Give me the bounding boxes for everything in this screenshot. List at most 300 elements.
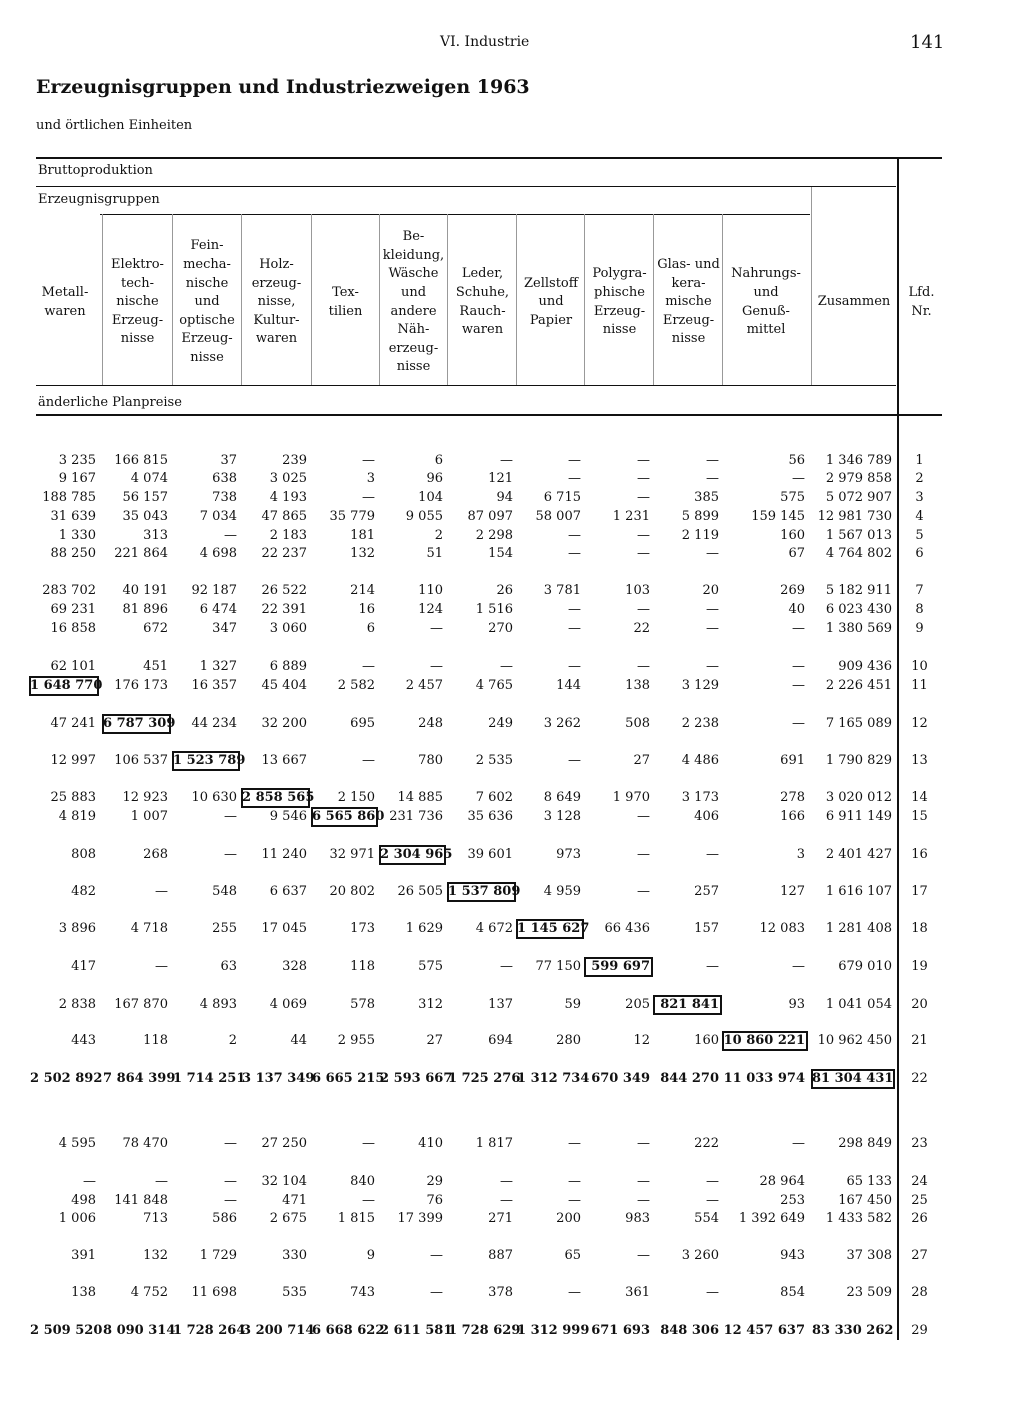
table-cell: — — [568, 1174, 581, 1189]
table-cell: — — [568, 1285, 581, 1300]
label-price-note: änderliche Planpreise — [38, 395, 182, 410]
column-divider — [379, 214, 380, 385]
table-cell: — — [568, 471, 581, 486]
table-cell: 1 970 — [612, 790, 650, 805]
table-cell: 66 436 — [604, 921, 650, 936]
table-cell: — — [362, 659, 375, 674]
table-row — [0, 677, 1024, 695]
table-cell: — — [792, 716, 805, 731]
table-cell: 1 007 — [130, 809, 168, 824]
table-cell: — — [706, 546, 719, 561]
table-cell: 361 — [625, 1285, 650, 1300]
table-cell: 312 — [418, 997, 443, 1012]
table-cell: 451 — [143, 659, 168, 674]
column-header — [812, 220, 896, 385]
table-cell: 1 312 999 — [517, 1323, 590, 1338]
table-cell: 35 779 — [329, 509, 375, 524]
table-cell: 391 — [71, 1248, 96, 1263]
table-cell: 482 — [71, 884, 96, 899]
table-cell: 22 — [633, 621, 650, 636]
row-number: 28 — [911, 1285, 928, 1300]
table-row — [0, 752, 1024, 770]
table-cell: 16 858 — [50, 621, 96, 636]
column-header-label: Lfd. Nr. — [908, 284, 935, 319]
table-cell: 283 702 — [42, 583, 96, 598]
table-cell: 1 145 627 — [517, 921, 590, 936]
column-divider — [241, 214, 242, 385]
table-cell: 40 — [788, 602, 805, 617]
table-cell: 4 193 — [269, 490, 307, 505]
table-cell: 1 231 — [612, 509, 650, 524]
running-title: VI. Industrie — [440, 34, 530, 50]
column-header-label: Leder, Schuhe, Rauch- waren — [455, 266, 510, 338]
table-cell: 1 327 — [199, 659, 237, 674]
table-cell: 87 097 — [467, 509, 513, 524]
table-cell: 23 509 — [846, 1285, 892, 1300]
table-cell: 47 865 — [261, 509, 307, 524]
table-cell: 417 — [71, 959, 96, 974]
table-cell: 2 150 — [337, 790, 375, 805]
table-cell: 76 — [426, 1193, 443, 1208]
column-header-label: Be- kleidung, Wäsche und andere Näh- erzeug- nisse — [382, 229, 445, 375]
table-cell: 17 399 — [397, 1211, 443, 1226]
table-cell: — — [792, 471, 805, 486]
rule-under-bruttoproduktion — [36, 186, 896, 187]
top-rule — [36, 157, 942, 159]
table-cell: 575 — [418, 959, 443, 974]
table-cell: 121 — [488, 471, 513, 486]
table-cell: 221 864 — [114, 546, 168, 561]
table-cell: 67 — [788, 546, 805, 561]
table-cell: 3 896 — [58, 921, 96, 936]
table-cell: 7 602 — [475, 790, 513, 805]
table-cell: 4 764 802 — [825, 546, 892, 561]
table-cell: 4 718 — [130, 921, 168, 936]
table-cell: — — [362, 1136, 375, 1151]
table-cell: 2 304 965 — [380, 847, 453, 862]
table-cell: 854 — [780, 1285, 805, 1300]
table-cell: 127 — [780, 884, 805, 899]
table-cell: 118 — [143, 1033, 168, 1048]
table-cell: 6 787 309 — [103, 716, 176, 731]
table-row — [0, 1135, 1024, 1153]
table-cell: 124 — [418, 602, 443, 617]
table-cell: 638 — [212, 471, 237, 486]
table-cell: — — [637, 1248, 650, 1263]
table-cell: 2 858 565 — [242, 790, 315, 805]
row-number: 22 — [911, 1071, 928, 1086]
table-cell: 10 630 — [191, 790, 237, 805]
table-row — [0, 920, 1024, 938]
table-cell: 7 165 089 — [825, 716, 892, 731]
column-header — [585, 220, 654, 385]
table-cell: 4 486 — [681, 753, 719, 768]
table-cell: — — [224, 809, 237, 824]
table-cell: 56 — [788, 453, 805, 468]
table-cell: 3 260 — [681, 1248, 719, 1263]
table-cell: 6 665 215 — [312, 1071, 385, 1086]
table-title: Erzeugnisgruppen und Industriezweigen 1963 — [36, 76, 530, 98]
table-row — [0, 545, 1024, 563]
table-cell: 27 250 — [261, 1136, 307, 1151]
table-cell: 56 157 — [122, 490, 168, 505]
table-row — [0, 883, 1024, 901]
table-cell: 10 860 221 — [723, 1033, 805, 1048]
table-cell: 1 725 276 — [448, 1071, 521, 1086]
table-cell: 4 765 — [475, 678, 513, 693]
table-cell: — — [637, 1136, 650, 1151]
table-cell: 1 380 569 — [825, 621, 892, 636]
table-cell: 3 173 — [681, 790, 719, 805]
row-number: 21 — [911, 1033, 928, 1048]
table-cell: 8 090 314 — [103, 1323, 176, 1338]
table-cell: 2 298 — [475, 528, 513, 543]
table-cell: 808 — [71, 847, 96, 862]
table-cell: — — [568, 453, 581, 468]
table-cell: 471 — [282, 1193, 307, 1208]
table-cell: — — [500, 959, 513, 974]
table-cell: 59 — [564, 997, 581, 1012]
column-divider — [172, 214, 173, 385]
table-cell: 694 — [488, 1033, 513, 1048]
table-cell: 1 516 — [475, 602, 513, 617]
table-cell: 3 781 — [543, 583, 581, 598]
table-cell: 821 841 — [654, 996, 721, 1014]
table-cell: 138 — [625, 678, 650, 693]
table-cell: 6 889 — [269, 659, 307, 674]
table-row — [0, 789, 1024, 807]
table-cell: — — [568, 1136, 581, 1151]
table-cell: — — [637, 884, 650, 899]
row-number: 1 — [915, 453, 924, 468]
table-cell: 2 593 667 — [380, 1071, 453, 1086]
table-cell: 132 — [350, 546, 375, 561]
row-number: 6 — [915, 546, 924, 561]
table-cell: — — [224, 847, 237, 862]
table-cell: — — [792, 659, 805, 674]
table-cell: 328 — [282, 959, 307, 974]
column-divider — [722, 214, 723, 385]
table-cell: 6 565 860 — [312, 809, 385, 824]
table-cell: — — [224, 1193, 237, 1208]
table-cell: 81 896 — [122, 602, 168, 617]
table-cell: — — [500, 1174, 513, 1189]
table-cell: 1 281 408 — [825, 921, 892, 936]
table-cell: 20 — [702, 583, 719, 598]
table-cell: — — [500, 453, 513, 468]
table-cell: — — [362, 490, 375, 505]
table-cell: 887 — [488, 1248, 513, 1263]
table-cell: 9 546 — [269, 809, 307, 824]
table-cell: — — [637, 453, 650, 468]
table-cell: 909 436 — [838, 659, 892, 674]
table-cell: 137 — [488, 997, 513, 1012]
page-number: 141 — [910, 32, 945, 53]
table-cell: — — [568, 1193, 581, 1208]
table-cell: — — [568, 659, 581, 674]
table-cell: — — [637, 1193, 650, 1208]
table-row — [0, 1032, 1024, 1050]
table-cell: 167 870 — [114, 997, 168, 1012]
table-cell: 92 187 — [191, 583, 237, 598]
table-cell: 25 883 — [50, 790, 96, 805]
table-cell: 2 535 — [475, 753, 513, 768]
table-cell: 11 033 974 — [723, 1071, 805, 1086]
table-row — [0, 1247, 1024, 1265]
table-cell: — — [83, 1174, 96, 1189]
table-cell: 39 601 — [467, 847, 513, 862]
table-cell: 278 — [780, 790, 805, 805]
table-cell: 844 270 — [660, 1071, 719, 1086]
table-cell: 5 182 911 — [825, 583, 892, 598]
table-cell: 4 752 — [130, 1285, 168, 1300]
table-cell: 672 — [143, 621, 168, 636]
table-cell: 508 — [625, 716, 650, 731]
table-cell: 2 979 858 — [825, 471, 892, 486]
table-cell: — — [637, 847, 650, 862]
table-cell: 22 237 — [261, 546, 307, 561]
table-cell: 578 — [350, 997, 375, 1012]
table-cell: — — [637, 528, 650, 543]
table-cell: 231 736 — [389, 809, 443, 824]
table-row — [0, 996, 1024, 1014]
table-cell: — — [706, 1193, 719, 1208]
table-cell: — — [637, 471, 650, 486]
table-cell: 5 072 907 — [825, 490, 892, 505]
column-header-label: Polygra- phische Erzeug- nisse — [592, 266, 647, 338]
table-cell: — — [637, 659, 650, 674]
row-number: 19 — [911, 959, 928, 974]
table-row — [0, 508, 1024, 526]
table-cell: 2 955 — [337, 1033, 375, 1048]
table-cell: 239 — [282, 453, 307, 468]
table-cell: 1 006 — [58, 1211, 96, 1226]
row-number: 3 — [915, 490, 924, 505]
table-cell: 35 636 — [467, 809, 513, 824]
table-cell: 27 — [426, 1033, 443, 1048]
table-cell: 173 — [350, 921, 375, 936]
table-cell: 3 235 — [58, 453, 96, 468]
table-cell: 280 — [556, 1033, 581, 1048]
row-number: 15 — [911, 809, 928, 824]
row-number: 4 — [915, 509, 924, 524]
table-cell: 3 025 — [269, 471, 307, 486]
row-number: 9 — [915, 621, 924, 636]
row-number: 16 — [911, 847, 928, 862]
table-cell: 1 330 — [58, 528, 96, 543]
table-cell: 1 346 789 — [825, 453, 892, 468]
table-cell: 271 — [488, 1211, 513, 1226]
table-cell: 10 962 450 — [817, 1033, 892, 1048]
table-cell: 44 234 — [191, 716, 237, 731]
table-cell: — — [224, 528, 237, 543]
table-cell: 32 200 — [261, 716, 307, 731]
row-number: 10 — [911, 659, 928, 674]
table-cell: 2 838 — [58, 997, 96, 1012]
table-cell: 253 — [780, 1193, 805, 1208]
table-cell: 62 101 — [50, 659, 96, 674]
table-cell: 443 — [71, 1033, 96, 1048]
table-cell: 1 433 582 — [825, 1211, 892, 1226]
column-header — [242, 220, 311, 385]
table-cell: 738 — [212, 490, 237, 505]
table-cell: 257 — [694, 884, 719, 899]
table-cell: 69 231 — [50, 602, 96, 617]
column-header-label: Zellstoff und Papier — [524, 275, 578, 328]
rule-under-erzeugnisgruppen — [100, 214, 810, 215]
table-cell: 63 — [220, 959, 237, 974]
table-cell: 7 864 399 — [103, 1071, 176, 1086]
table-cell: 1 537 809 — [448, 884, 521, 899]
table-cell: 144 — [556, 678, 581, 693]
table-cell: 159 145 — [751, 509, 805, 524]
table-cell: — — [637, 809, 650, 824]
table-cell: 2 238 — [681, 716, 719, 731]
table-cell: 671 693 — [591, 1323, 650, 1338]
table-cell: 248 — [418, 716, 443, 731]
table-cell: 3 200 714 — [242, 1323, 315, 1338]
table-cell: 255 — [212, 921, 237, 936]
column-header — [654, 220, 723, 385]
table-cell: 4 672 — [475, 921, 513, 936]
table-cell: 575 — [780, 490, 805, 505]
table-cell: — — [568, 602, 581, 617]
table-cell: 20 802 — [329, 884, 375, 899]
table-cell: 780 — [418, 753, 443, 768]
table-cell: 12 923 — [122, 790, 168, 805]
label-erzeugnisgruppen: Erzeugnisgruppen — [38, 192, 160, 207]
table-cell: 599 697 — [585, 958, 652, 976]
table-cell: 6 474 — [199, 602, 237, 617]
table-row — [0, 658, 1024, 676]
table-cell: — — [362, 1193, 375, 1208]
table-cell: — — [792, 621, 805, 636]
row-number: 29 — [911, 1323, 928, 1338]
table-cell: 47 241 — [50, 716, 96, 731]
row-number: 2 — [915, 471, 924, 486]
table-cell: 1 714 251 — [173, 1071, 246, 1086]
table-cell: 157 — [694, 921, 719, 936]
table-cell: 554 — [694, 1211, 719, 1226]
column-header — [380, 220, 447, 385]
table-cell: 1 728 629 — [448, 1323, 521, 1338]
table-cell: 3 129 — [681, 678, 719, 693]
table-cell: 58 007 — [535, 509, 581, 524]
column-header — [517, 220, 585, 385]
table-cell: 176 173 — [114, 678, 168, 693]
table-cell: 3 262 — [543, 716, 581, 731]
table-cell: 6 715 — [543, 490, 581, 505]
table-cell: 14 885 — [397, 790, 443, 805]
table-cell: 160 — [780, 528, 805, 543]
table-cell: — — [706, 602, 719, 617]
table-cell: 32 971 — [329, 847, 375, 862]
table-cell: — — [155, 884, 168, 899]
table-cell: 548 — [212, 884, 237, 899]
column-divider — [311, 214, 312, 385]
table-cell: 1 041 054 — [825, 997, 892, 1012]
row-number: 12 — [911, 716, 928, 731]
table-cell: — — [637, 546, 650, 561]
table-cell: 249 — [488, 716, 513, 731]
table-cell: 9 — [366, 1248, 375, 1263]
row-number: 26 — [911, 1211, 928, 1226]
table-cell: 1 817 — [475, 1136, 513, 1151]
table-cell: 4 819 — [58, 809, 96, 824]
table-cell: 7 034 — [199, 509, 237, 524]
table-cell: 3 — [796, 847, 805, 862]
table-cell: 118 — [350, 959, 375, 974]
table-cell: 22 391 — [261, 602, 307, 617]
table-cell: 81 304 431 — [812, 1071, 894, 1086]
table-cell: 214 — [350, 583, 375, 598]
table-row — [0, 1173, 1024, 1191]
rule-under-column-heads — [36, 385, 896, 386]
table-cell: 4 698 — [199, 546, 237, 561]
table-cell: 6 668 622 — [312, 1323, 385, 1338]
table-cell: 3 — [366, 471, 375, 486]
table-cell: — — [155, 1174, 168, 1189]
table-cell: 37 — [220, 453, 237, 468]
table-row — [0, 470, 1024, 488]
table-cell: — — [792, 959, 805, 974]
table-cell: — — [792, 678, 805, 693]
table-cell: 3 128 — [543, 809, 581, 824]
rule-under-price-note — [36, 414, 942, 416]
table-cell: — — [568, 546, 581, 561]
table-cell: 983 — [625, 1211, 650, 1226]
table-cell: 713 — [143, 1211, 168, 1226]
table-cell: 1 728 264 — [173, 1323, 246, 1338]
table-cell: 973 — [556, 847, 581, 862]
table-cell: 205 — [625, 997, 650, 1012]
column-header-label: Elektro- tech- nische Erzeug- nisse — [111, 257, 164, 347]
table-cell: 1 648 770 — [30, 678, 103, 693]
column-header — [103, 220, 172, 385]
table-cell: — — [706, 1285, 719, 1300]
table-cell: — — [568, 753, 581, 768]
table-cell: 1 392 649 — [738, 1211, 805, 1226]
table-row — [0, 527, 1024, 545]
table-cell: 4 595 — [58, 1136, 96, 1151]
table-cell: 141 848 — [114, 1193, 168, 1208]
table-cell: 65 133 — [846, 1174, 892, 1189]
table-cell: — — [500, 1193, 513, 1208]
table-cell: 695 — [350, 716, 375, 731]
table-cell: 12 997 — [50, 753, 96, 768]
table-cell: 3 060 — [269, 621, 307, 636]
table-row — [0, 1070, 1024, 1088]
column-divider — [584, 214, 585, 385]
table-cell: 6 637 — [269, 884, 307, 899]
table-cell: — — [224, 1174, 237, 1189]
table-row — [0, 1192, 1024, 1210]
column-header — [312, 220, 379, 385]
table-cell: 132 — [143, 1248, 168, 1263]
row-number: 27 — [911, 1248, 928, 1263]
table-cell: 45 404 — [261, 678, 307, 693]
table-cell: 166 815 — [114, 453, 168, 468]
table-cell: 6 023 430 — [825, 602, 892, 617]
table-cell: 103 — [625, 583, 650, 598]
table-cell: 88 250 — [50, 546, 96, 561]
row-number: 8 — [915, 602, 924, 617]
table-cell: 330 — [282, 1248, 307, 1263]
table-cell: 313 — [143, 528, 168, 543]
table-cell: 743 — [350, 1285, 375, 1300]
table-cell: 270 — [488, 621, 513, 636]
row-number: 17 — [911, 884, 928, 899]
